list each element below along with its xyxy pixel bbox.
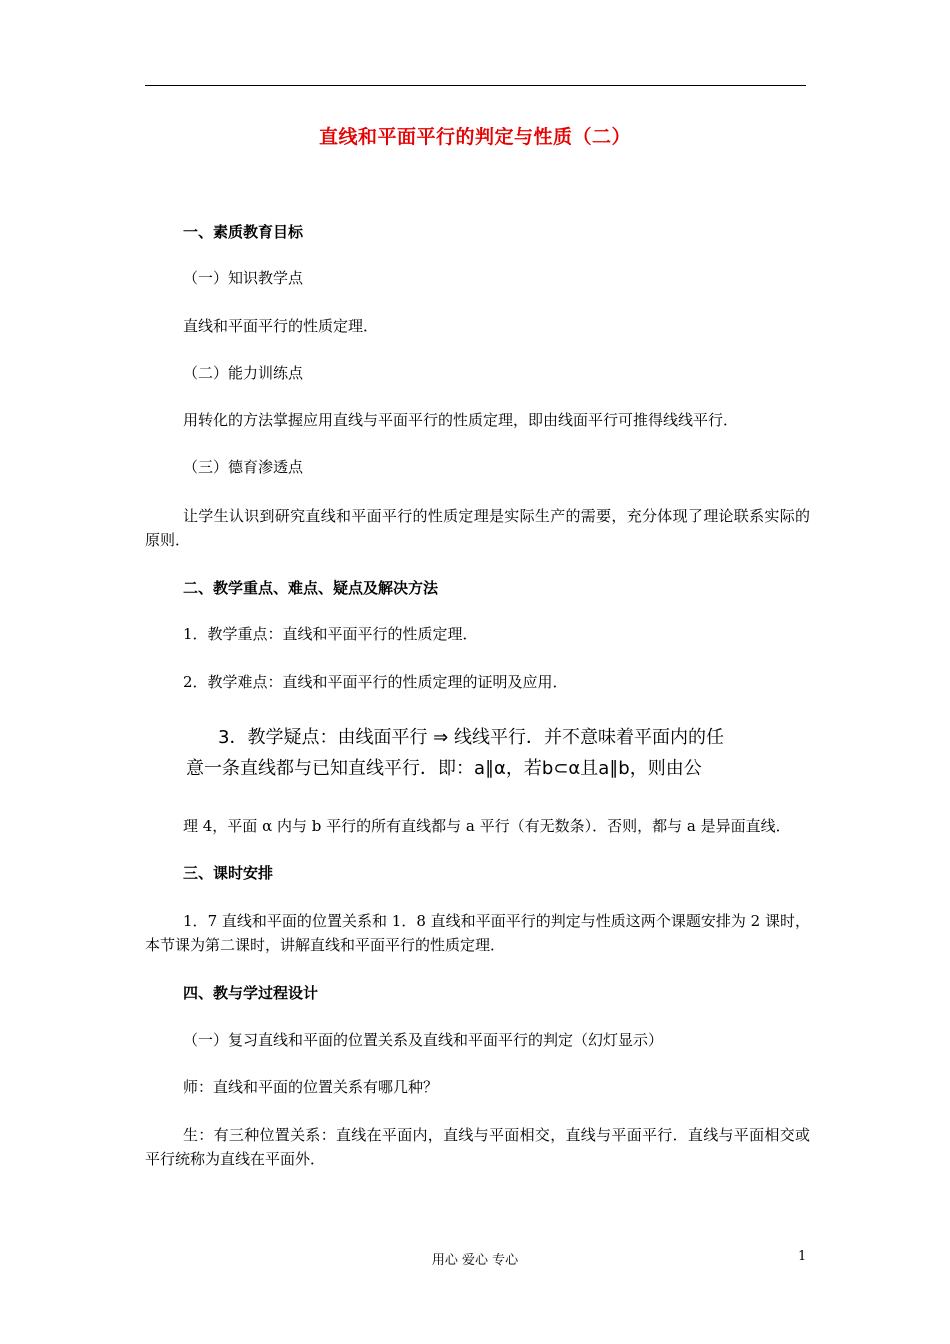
section-1-text-3: 让学生认识到研究直线和平面平行的性质定理是实际生产的需要，充分体现了理论联系实际的原则． <box>145 507 810 549</box>
section-1-sub-3: （三）德育渗透点 <box>183 458 304 476</box>
section-2-item-3-line-3: 理 4，平面 α 内与 b 平行的所有直线都与 a 平行（有无数条）．否则，都与 a 是异面直线． <box>183 817 791 835</box>
section-4-teacher-line: 师：直线和平面的位置关系有哪几种？ <box>183 1078 439 1096</box>
section-2-heading: 二、教学重点、难点、疑点及解决方法 <box>183 579 439 597</box>
section-1-text-1: 直线和平面平行的性质定理． <box>183 317 379 335</box>
section-3-heading: 三、课时安排 <box>183 864 274 882</box>
page-number: 1 <box>798 1249 807 1264</box>
section-3-text: 1．7 直线和平面的位置关系和 1．8 直线和平面平行的判定与性质这两个课题安排为 2 课时，本节课为第二课时，讲解直线和平面平行的性质定理． <box>145 912 810 954</box>
section-2-item-3-line-2: 意一条直线都与已知直线平行．即：a∥α，若b⊂α且a∥b，则由公 <box>186 758 702 779</box>
section-1-text-2: 用转化的方法掌握应用直线与平面平行的性质定理，即由线面平行可推得线线平行． <box>183 411 739 429</box>
section-2-item-1: 1．教学重点：直线和平面平行的性质定理． <box>183 625 478 643</box>
footer-slogan: 用心 爱心 专心 <box>431 1253 519 1268</box>
section-1-sub-2: （二）能力训练点 <box>183 364 304 382</box>
section-4-heading: 四、教与学过程设计 <box>183 984 319 1002</box>
section-2-item-2: 2．教学难点：直线和平面平行的性质定理的证明及应用． <box>183 673 568 691</box>
section-1-heading: 一、素质教育目标 <box>183 223 304 241</box>
section-1-sub-1: （一）知识教学点 <box>183 269 304 287</box>
header-rule <box>145 85 806 86</box>
section-2-item-3-line-1: 3．教学疑点：由线面平行 ⇒ 线线平行．并不意味着平面内的任 <box>218 727 724 748</box>
section-4-student-line: 生：有三种位置关系：直线在平面内，直线与平面相交，直线与平面平行．直线与平面相交或平行统称为直线在平面外． <box>145 1126 810 1168</box>
document-title: 直线和平面平行的判定与性质（二） <box>318 126 631 148</box>
section-4-sub-1: （一）复习直线和平面的位置关系及直线和平面平行的判定（幻灯显示） <box>183 1031 664 1049</box>
